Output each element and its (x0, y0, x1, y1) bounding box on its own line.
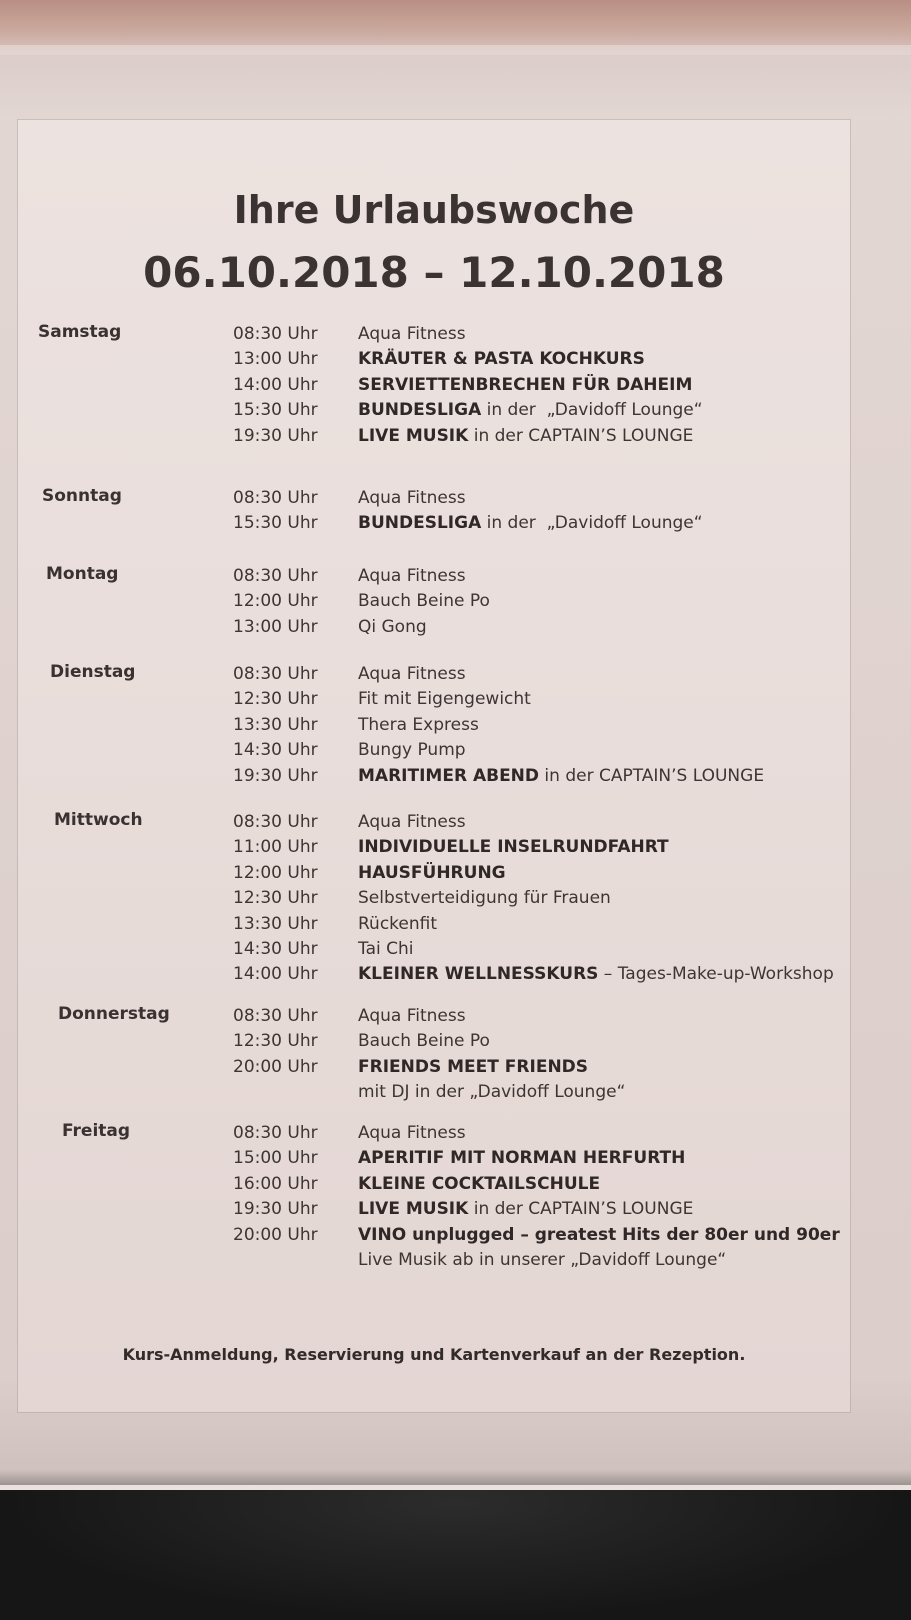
event-time: 20:00 Uhr (233, 1224, 318, 1245)
event-detail: in der CAPTAIN’S LOUNGE (468, 1199, 694, 1220)
event-detail: in der „Davidoff Lounge“ (481, 400, 703, 421)
event-time: 14:30 Uhr (233, 740, 318, 761)
event-detail: Aqua Fitness (358, 566, 466, 586)
event-title (358, 1080, 625, 1104)
event-detail: Aqua Fitness (358, 488, 466, 508)
event-highlight: KLEINE COCKTAILSCHULE (358, 1173, 601, 1194)
event-highlight: KLEINER WELLNESSKURS (358, 964, 599, 985)
day-label: Mittwoch (54, 810, 143, 830)
event-time: 14:00 Uhr (233, 374, 318, 395)
event-highlight: BUNDESLIGA (358, 400, 482, 421)
event-title (358, 511, 703, 535)
event-time: 19:30 Uhr (233, 425, 318, 446)
event-time: 13:30 Uhr (233, 913, 318, 934)
event-title (358, 738, 466, 762)
event-title (358, 1004, 466, 1028)
event-detail: in der CAPTAIN’S LOUNGE (468, 425, 694, 446)
day-label: Montag (46, 564, 119, 584)
event-title (358, 886, 611, 910)
event-detail: – Tages-Make-up-Workshop (598, 964, 834, 985)
event-time: 08:30 Uhr (233, 324, 318, 344)
event-time: 08:30 Uhr (233, 1123, 318, 1143)
event-title (358, 1197, 693, 1221)
event-title (358, 861, 506, 885)
event-time: 13:30 Uhr (233, 714, 318, 735)
day-label: Dienstag (50, 662, 136, 682)
event-title (358, 398, 703, 422)
event-highlight: KRÄUTER & PASTA KOCHKURS (358, 349, 645, 370)
event-detail: Bungy Pump (358, 740, 466, 761)
event-highlight: MARITIMER ABEND (358, 765, 540, 786)
page-title: Ihre Urlaubswoche (233, 188, 635, 232)
event-title (358, 589, 490, 613)
event-time (233, 1080, 343, 1104)
counter-surface (0, 1490, 911, 1620)
event-detail: Selbstverteidigung für Frauen (358, 888, 611, 909)
event-title (358, 1223, 840, 1247)
date-range: 06.10.2018 – 12.10.2018 (143, 248, 725, 297)
event-time: 08:30 Uhr (233, 1006, 318, 1026)
event-title (358, 835, 669, 859)
event-title (358, 1055, 588, 1079)
event-title (358, 1146, 685, 1170)
event-title (358, 564, 466, 588)
event-detail: mit DJ in der „Davidoff Lounge“ (358, 1082, 626, 1103)
event-time: 15:30 Uhr (233, 513, 318, 534)
event-title (358, 615, 427, 639)
event-time: 20:00 Uhr (233, 1056, 318, 1077)
event-detail: Bauch Beine Po (358, 1031, 490, 1052)
event-detail: Rückenfit (358, 913, 438, 934)
event-detail: Thera Express (358, 714, 479, 735)
event-title (358, 322, 466, 346)
event-time: 12:30 Uhr (233, 689, 318, 710)
event-title (358, 1029, 490, 1053)
event-title (358, 687, 531, 711)
event-highlight: APERITIF MIT NORMAN HERFURTH (358, 1148, 686, 1169)
event-time: 19:30 Uhr (233, 765, 318, 786)
event-highlight: BUNDESLIGA (358, 513, 482, 534)
event-time: 13:00 Uhr (233, 349, 318, 370)
event-highlight: LIVE MUSIK (358, 1199, 469, 1220)
event-title (358, 424, 693, 448)
event-title (358, 1248, 726, 1272)
event-title (358, 486, 466, 510)
event-detail: Bauch Beine Po (358, 591, 490, 612)
event-highlight: FRIENDS MEET FRIENDS (358, 1056, 589, 1077)
event-time: 14:30 Uhr (233, 939, 318, 959)
event-time: 19:30 Uhr (233, 1199, 318, 1220)
event-title (358, 713, 479, 737)
event-title (358, 937, 413, 961)
event-detail: Qi Gong (358, 616, 427, 637)
event-highlight: LIVE MUSIK (358, 425, 469, 446)
event-time: 12:00 Uhr (233, 862, 318, 883)
footer-note: Kurs-Anmeldung, Reservierung und Kartenverkauf an der Rezeption. (122, 1345, 746, 1364)
day-label: Samstag (38, 322, 122, 342)
event-time: 08:30 Uhr (233, 488, 318, 508)
event-time (233, 1248, 343, 1272)
event-detail: Fit mit Eigengewicht (358, 689, 531, 710)
event-detail: Aqua Fitness (358, 324, 466, 344)
event-time: 11:00 Uhr (233, 837, 318, 858)
event-time: 15:00 Uhr (233, 1148, 318, 1169)
event-title (358, 347, 645, 371)
day-label: Freitag (62, 1121, 131, 1141)
event-highlight: INDIVIDUELLE INSELRUNDFAHRT (358, 837, 669, 858)
event-title (358, 764, 764, 788)
event-time: 15:30 Uhr (233, 400, 318, 421)
event-title (358, 810, 466, 834)
event-time: 12:30 Uhr (233, 888, 318, 909)
event-detail: Aqua Fitness (358, 1006, 466, 1026)
event-title (358, 662, 466, 686)
event-time: 08:30 Uhr (233, 812, 318, 832)
event-highlight: SERVIETTENBRECHEN FÜR DAHEIM (358, 374, 693, 395)
day-label: Donnerstag (58, 1004, 170, 1024)
event-title (358, 1172, 600, 1196)
event-highlight: HAUSFÜHRUNG (358, 862, 506, 883)
event-detail: Tai Chi (358, 939, 414, 959)
day-label: Sonntag (42, 486, 122, 506)
event-time: 12:00 Uhr (233, 591, 318, 612)
event-time: 13:00 Uhr (233, 616, 318, 637)
event-title (358, 962, 834, 986)
event-time: 08:30 Uhr (233, 566, 318, 586)
event-title (358, 1121, 466, 1145)
event-detail: Aqua Fitness (358, 1123, 466, 1143)
event-time: 16:00 Uhr (233, 1173, 318, 1194)
event-detail: Aqua Fitness (358, 664, 466, 684)
event-detail: in der CAPTAIN’S LOUNGE (539, 765, 765, 786)
event-detail: Live Musik ab in unserer „Davidoff Lounge“ (358, 1250, 727, 1270)
event-time: 14:00 Uhr (233, 964, 318, 985)
event-time: 08:30 Uhr (233, 664, 318, 684)
event-detail: in der „Davidoff Lounge“ (481, 513, 703, 534)
event-title (358, 912, 437, 936)
event-time: 12:30 Uhr (233, 1031, 318, 1052)
event-title (358, 373, 692, 397)
event-detail: Aqua Fitness (358, 812, 466, 832)
event-highlight: VINO unplugged – greatest Hits der 80er und 90er (358, 1224, 840, 1245)
